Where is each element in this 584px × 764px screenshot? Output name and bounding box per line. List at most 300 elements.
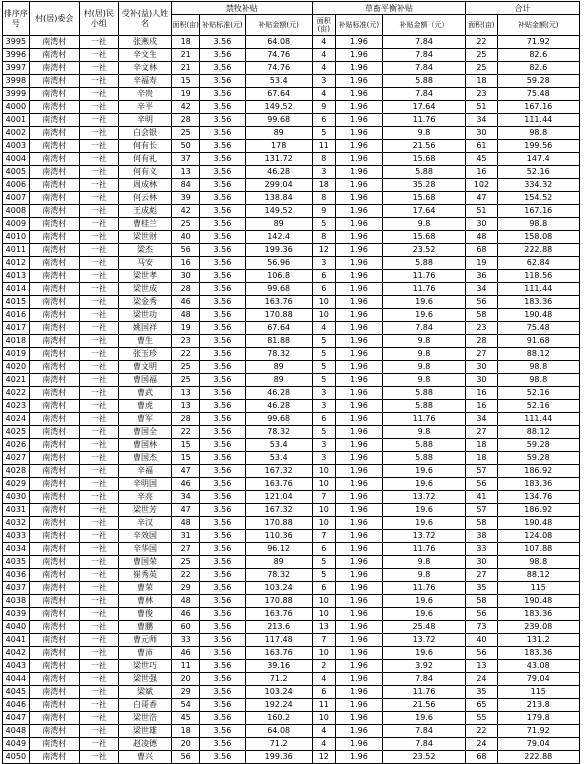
cell-balance-amount: 9.8: [382, 218, 466, 231]
cell-grazing-standard: 3.56: [200, 244, 246, 257]
cell-grazing-standard: 3.56: [200, 114, 246, 127]
cell-recipient: 曹林: [118, 595, 171, 608]
cell-seq: 4048: [3, 725, 30, 738]
cell-village: 南湾村: [29, 621, 79, 634]
cell-balance-amount: 17.64: [382, 205, 466, 218]
cell-recipient: 辛贵: [118, 88, 171, 101]
cell-village: 南湾村: [29, 738, 79, 751]
cell-grazing-standard: 3.56: [200, 738, 246, 751]
table-row: [3, 114, 580, 127]
header-recipient: 受补(益)人姓名: [118, 2, 171, 36]
table-row: [3, 725, 580, 738]
cell-balance-area: 8: [312, 231, 335, 244]
table-row: [3, 621, 580, 634]
table-row: [3, 530, 580, 543]
cell-village: 南湾村: [29, 88, 79, 101]
cell-recipient: 白会银: [118, 127, 171, 140]
cell-grazing-standard: 3.56: [200, 426, 246, 439]
cell-grazing-amount: 89: [245, 556, 312, 569]
cell-grazing-area: 20: [172, 738, 200, 751]
cell-total-area: 65: [466, 699, 497, 712]
table-row: [3, 88, 580, 101]
cell-village: 南湾村: [29, 36, 79, 49]
cell-group: 一社: [79, 465, 118, 478]
header-balance-amount: 补贴金额（元）: [382, 15, 466, 36]
cell-balance-area: 5: [312, 348, 335, 361]
cell-total-area: 22: [466, 36, 497, 49]
cell-recipient: 曹兴: [118, 751, 171, 764]
cell-recipient: 辛明国: [118, 478, 171, 491]
cell-recipient: 梁世功: [118, 309, 171, 322]
cell-balance-amount: 11.76: [382, 283, 466, 296]
cell-balance-standard: 1.96: [335, 660, 382, 673]
table-row: [3, 75, 580, 88]
cell-seq: 4050: [3, 751, 30, 764]
cell-total-amount: 88.12: [497, 426, 580, 439]
cell-balance-area: 4: [312, 49, 335, 62]
cell-group: 一社: [79, 309, 118, 322]
cell-grazing-standard: 3.56: [200, 140, 246, 153]
cell-total-amount: 111.44: [497, 413, 580, 426]
cell-village: 南湾村: [29, 218, 79, 231]
cell-grazing-standard: 3.56: [200, 660, 246, 673]
cell-grazing-amount: 89: [245, 361, 312, 374]
cell-grazing-area: 84: [172, 179, 200, 192]
cell-total-area: 56: [466, 608, 497, 621]
cell-balance-area: 10: [312, 712, 335, 725]
cell-seq: 4046: [3, 699, 30, 712]
cell-village: 南湾村: [29, 231, 79, 244]
cell-seq: 4028: [3, 465, 30, 478]
cell-grazing-area: 33: [172, 634, 200, 647]
cell-balance-amount: 15.68: [382, 231, 466, 244]
cell-grazing-area: 15: [172, 439, 200, 452]
cell-village: 南湾村: [29, 283, 79, 296]
cell-balance-amount: 5.88: [382, 400, 466, 413]
cell-balance-amount: 9.8: [382, 374, 466, 387]
cell-balance-standard: 1.96: [335, 530, 382, 543]
table-row: [3, 543, 580, 556]
cell-total-amount: 98.8: [497, 361, 580, 374]
cell-seq: 4024: [3, 413, 30, 426]
cell-balance-standard: 1.96: [335, 426, 382, 439]
cell-grazing-standard: 3.56: [200, 725, 246, 738]
table-row: [3, 335, 580, 348]
cell-grazing-standard: 3.56: [200, 699, 246, 712]
cell-grazing-area: 42: [172, 205, 200, 218]
table-row: [3, 426, 580, 439]
cell-seq: 4032: [3, 517, 30, 530]
cell-balance-area: 4: [312, 62, 335, 75]
cell-grazing-standard: 3.56: [200, 296, 246, 309]
cell-total-amount: 52.16: [497, 166, 580, 179]
cell-grazing-amount: 99.68: [245, 283, 312, 296]
table-row: [3, 218, 580, 231]
cell-balance-standard: 1.96: [335, 62, 382, 75]
cell-balance-standard: 1.96: [335, 283, 382, 296]
cell-seq: 3996: [3, 49, 30, 62]
cell-grazing-standard: 3.56: [200, 504, 246, 517]
cell-village: 南湾村: [29, 335, 79, 348]
cell-balance-area: 4: [312, 36, 335, 49]
cell-seq: 4015: [3, 296, 30, 309]
cell-group: 一社: [79, 140, 118, 153]
cell-balance-amount: 21.56: [382, 140, 466, 153]
cell-village: 南湾村: [29, 257, 79, 270]
cell-seq: 3997: [3, 62, 30, 75]
cell-grazing-amount: 81.88: [245, 335, 312, 348]
cell-balance-area: 4: [312, 725, 335, 738]
cell-balance-standard: 1.96: [335, 478, 382, 491]
cell-balance-standard: 1.96: [335, 140, 382, 153]
cell-grazing-standard: 3.56: [200, 686, 246, 699]
cell-recipient: 梁世孝: [118, 270, 171, 283]
cell-recipient: 梁世浩: [118, 712, 171, 725]
cell-balance-amount: 9.8: [382, 361, 466, 374]
table-row: [3, 582, 580, 595]
cell-grazing-area: 45: [172, 712, 200, 725]
cell-total-amount: 124.08: [497, 530, 580, 543]
cell-village: 南湾村: [29, 192, 79, 205]
cell-group: 一社: [79, 491, 118, 504]
cell-total-area: 48: [466, 231, 497, 244]
table-row: [3, 634, 580, 647]
cell-balance-area: 3: [312, 166, 335, 179]
cell-balance-standard: 1.96: [335, 712, 382, 725]
cell-balance-standard: 1.96: [335, 348, 382, 361]
cell-total-area: 33: [466, 543, 497, 556]
table-row: [3, 153, 580, 166]
cell-grazing-area: 25: [172, 361, 200, 374]
cell-recipient: 何有长: [118, 140, 171, 153]
cell-balance-area: 11: [312, 699, 335, 712]
cell-balance-area: 4: [312, 322, 335, 335]
cell-total-area: 23: [466, 322, 497, 335]
cell-village: 南湾村: [29, 361, 79, 374]
cell-village: 南湾村: [29, 452, 79, 465]
cell-grazing-amount: 170.88: [245, 309, 312, 322]
cell-total-amount: 131.2: [497, 634, 580, 647]
cell-village: 南湾村: [29, 517, 79, 530]
cell-recipient: 辛亮: [118, 491, 171, 504]
cell-balance-amount: 9.8: [382, 335, 466, 348]
cell-total-amount: 186.92: [497, 504, 580, 517]
cell-seq: 4035: [3, 556, 30, 569]
cell-grazing-area: 30: [172, 270, 200, 283]
cell-balance-amount: 5.88: [382, 257, 466, 270]
cell-recipient: 曹鹏: [118, 621, 171, 634]
cell-village: 南湾村: [29, 127, 79, 140]
cell-total-amount: 190.48: [497, 517, 580, 530]
cell-balance-standard: 1.96: [335, 153, 382, 166]
cell-total-area: 58: [466, 595, 497, 608]
header-total-area: 面积(亩): [466, 15, 497, 36]
cell-grazing-area: 47: [172, 465, 200, 478]
cell-total-area: 38: [466, 530, 497, 543]
cell-village: 南湾村: [29, 166, 79, 179]
cell-total-amount: 190.48: [497, 595, 580, 608]
cell-total-area: 68: [466, 751, 497, 764]
cell-group: 一社: [79, 751, 118, 764]
cell-grazing-amount: 78.32: [245, 569, 312, 582]
cell-grazing-amount: 39.16: [245, 660, 312, 673]
cell-grazing-amount: 46.28: [245, 400, 312, 413]
cell-balance-standard: 1.96: [335, 231, 382, 244]
cell-balance-amount: 13.72: [382, 491, 466, 504]
cell-village: 南湾村: [29, 725, 79, 738]
table-row: [3, 387, 580, 400]
cell-balance-area: 10: [312, 517, 335, 530]
cell-balance-standard: 1.96: [335, 504, 382, 517]
cell-balance-standard: 1.96: [335, 205, 382, 218]
cell-grazing-standard: 3.56: [200, 322, 246, 335]
cell-total-area: 58: [466, 309, 497, 322]
cell-seq: 4049: [3, 738, 30, 751]
cell-grazing-area: 48: [172, 309, 200, 322]
cell-group: 一社: [79, 335, 118, 348]
cell-total-amount: 52.16: [497, 387, 580, 400]
cell-total-amount: 222.88: [497, 751, 580, 764]
cell-balance-area: 6: [312, 543, 335, 556]
cell-group: 一社: [79, 270, 118, 283]
cell-group: 一社: [79, 166, 118, 179]
cell-balance-standard: 1.96: [335, 49, 382, 62]
cell-balance-area: 6: [312, 686, 335, 699]
cell-total-amount: 59.28: [497, 439, 580, 452]
cell-grazing-standard: 3.56: [200, 335, 246, 348]
cell-grazing-standard: 3.56: [200, 283, 246, 296]
cell-balance-area: 10: [312, 478, 335, 491]
table-row: [3, 179, 580, 192]
cell-grazing-standard: 3.56: [200, 751, 246, 764]
cell-total-area: 57: [466, 504, 497, 517]
table-row: [3, 439, 580, 452]
cell-grazing-area: 50: [172, 140, 200, 153]
cell-grazing-area: 13: [172, 166, 200, 179]
cell-recipient: 梁世芳: [118, 504, 171, 517]
cell-total-area: 18: [466, 439, 497, 452]
cell-grazing-area: 25: [172, 218, 200, 231]
cell-seq: 4002: [3, 127, 30, 140]
cell-group: 一社: [79, 608, 118, 621]
cell-total-amount: 158.08: [497, 231, 580, 244]
cell-recipient: 辛明: [118, 114, 171, 127]
cell-group: 一社: [79, 725, 118, 738]
cell-balance-standard: 1.96: [335, 556, 382, 569]
cell-seq: 4014: [3, 283, 30, 296]
cell-grazing-area: 19: [172, 88, 200, 101]
cell-balance-standard: 1.96: [335, 634, 382, 647]
cell-grazing-standard: 3.56: [200, 153, 246, 166]
cell-balance-standard: 1.96: [335, 179, 382, 192]
cell-grazing-area: 40: [172, 231, 200, 244]
cell-group: 一社: [79, 517, 118, 530]
cell-total-amount: 98.8: [497, 218, 580, 231]
cell-recipient: 曹荣: [118, 582, 171, 595]
cell-balance-area: 10: [312, 647, 335, 660]
cell-seq: 4021: [3, 374, 30, 387]
header-grazing-area: 面积(亩): [172, 15, 200, 36]
cell-grazing-standard: 3.56: [200, 127, 246, 140]
cell-grazing-standard: 3.56: [200, 478, 246, 491]
table-row: [3, 127, 580, 140]
cell-recipient: 曹国全: [118, 426, 171, 439]
cell-grazing-amount: 170.88: [245, 517, 312, 530]
cell-group: 一社: [79, 712, 118, 725]
cell-grazing-amount: 67.64: [245, 88, 312, 101]
cell-total-amount: 98.8: [497, 556, 580, 569]
cell-grazing-amount: 96.12: [245, 543, 312, 556]
cell-seq: 4025: [3, 426, 30, 439]
cell-total-area: 23: [466, 88, 497, 101]
cell-village: 南湾村: [29, 153, 79, 166]
cell-balance-amount: 19.6: [382, 647, 466, 660]
cell-group: 一社: [79, 400, 118, 413]
cell-total-area: 30: [466, 556, 497, 569]
table-row: [3, 751, 580, 764]
cell-group: 一社: [79, 413, 118, 426]
cell-grazing-area: 60: [172, 621, 200, 634]
cell-balance-area: 5: [312, 426, 335, 439]
cell-grazing-standard: 3.56: [200, 88, 246, 101]
cell-total-amount: 179.8: [497, 712, 580, 725]
table-header: [3, 2, 580, 36]
cell-grazing-standard: 3.56: [200, 374, 246, 387]
cell-total-amount: 62.84: [497, 257, 580, 270]
cell-total-area: 24: [466, 673, 497, 686]
cell-grazing-amount: 142.4: [245, 231, 312, 244]
cell-balance-amount: 7.84: [382, 673, 466, 686]
cell-recipient: 辛福: [118, 465, 171, 478]
cell-balance-area: 5: [312, 361, 335, 374]
cell-grazing-area: 48: [172, 517, 200, 530]
cell-total-area: 30: [466, 127, 497, 140]
cell-village: 南湾村: [29, 465, 79, 478]
cell-grazing-area: 42: [172, 101, 200, 114]
table-row: [3, 309, 580, 322]
cell-balance-amount: 19.6: [382, 517, 466, 530]
cell-balance-amount: 25.48: [382, 621, 466, 634]
table-row: [3, 348, 580, 361]
cell-total-area: 35: [466, 686, 497, 699]
cell-balance-standard: 1.96: [335, 296, 382, 309]
cell-grazing-area: 27: [172, 543, 200, 556]
cell-recipient: 曹文明: [118, 361, 171, 374]
cell-group: 一社: [79, 673, 118, 686]
cell-recipient: 张玉珍: [118, 348, 171, 361]
cell-total-amount: 118.56: [497, 270, 580, 283]
cell-grazing-standard: 3.56: [200, 166, 246, 179]
cell-grazing-area: 28: [172, 114, 200, 127]
cell-recipient: 曹国杰: [118, 452, 171, 465]
table-row: [3, 140, 580, 153]
cell-grazing-amount: 199.36: [245, 244, 312, 257]
cell-grazing-standard: 3.56: [200, 400, 246, 413]
cell-total-amount: 183.36: [497, 647, 580, 660]
cell-total-area: 56: [466, 478, 497, 491]
cell-total-area: 56: [466, 647, 497, 660]
cell-recipient: 周成林: [118, 179, 171, 192]
header-total-amount: 补贴金额(元): [497, 15, 580, 36]
cell-village: 南湾村: [29, 673, 79, 686]
table-row: [3, 504, 580, 517]
cell-grazing-area: 29: [172, 686, 200, 699]
cell-village: 南湾村: [29, 75, 79, 88]
cell-balance-standard: 1.96: [335, 75, 382, 88]
cell-total-area: 18: [466, 452, 497, 465]
cell-recipient: 辛文林: [118, 62, 171, 75]
cell-total-area: 18: [466, 75, 497, 88]
cell-recipient: 曹沛: [118, 647, 171, 660]
cell-grazing-standard: 3.56: [200, 569, 246, 582]
cell-group: 一社: [79, 114, 118, 127]
cell-group: 一社: [79, 101, 118, 114]
cell-total-amount: 134.76: [497, 491, 580, 504]
cell-seq: 3998: [3, 75, 30, 88]
cell-recipient: 梁世雄: [118, 725, 171, 738]
cell-village: 南湾村: [29, 439, 79, 452]
cell-total-area: 34: [466, 413, 497, 426]
cell-total-amount: 88.12: [497, 569, 580, 582]
cell-balance-area: 3: [312, 387, 335, 400]
cell-total-area: 16: [466, 166, 497, 179]
cell-total-amount: 79.04: [497, 673, 580, 686]
header-seq: 排序序号: [3, 2, 30, 36]
cell-grazing-amount: 138.84: [245, 192, 312, 205]
cell-group: 一社: [79, 244, 118, 257]
cell-seq: 4033: [3, 530, 30, 543]
table-row: [3, 296, 580, 309]
cell-balance-area: 10: [312, 504, 335, 517]
cell-village: 南湾村: [29, 140, 79, 153]
cell-grazing-area: 23: [172, 335, 200, 348]
cell-village: 南湾村: [29, 179, 79, 192]
cell-grazing-amount: 163.76: [245, 478, 312, 491]
cell-grazing-standard: 3.56: [200, 179, 246, 192]
cell-group: 一社: [79, 127, 118, 140]
cell-total-amount: 334.32: [497, 179, 580, 192]
table-row: [3, 686, 580, 699]
cell-village: 南湾村: [29, 49, 79, 62]
cell-balance-standard: 1.96: [335, 413, 382, 426]
cell-group: 一社: [79, 387, 118, 400]
cell-total-area: 41: [466, 491, 497, 504]
cell-grazing-amount: 110.36: [245, 530, 312, 543]
cell-balance-standard: 1.96: [335, 608, 382, 621]
cell-balance-amount: 5.88: [382, 452, 466, 465]
cell-group: 一社: [79, 686, 118, 699]
cell-total-amount: 71.92: [497, 36, 580, 49]
cell-balance-standard: 1.96: [335, 439, 382, 452]
cell-balance-amount: 15.68: [382, 153, 466, 166]
table-row: [3, 556, 580, 569]
cell-grazing-standard: 3.56: [200, 608, 246, 621]
cell-grazing-amount: 53.4: [245, 75, 312, 88]
cell-recipient: 梁世财: [118, 231, 171, 244]
cell-recipient: 赵凌德: [118, 738, 171, 751]
cell-total-amount: 43.08: [497, 660, 580, 673]
cell-total-area: 40: [466, 634, 497, 647]
cell-village: 南湾村: [29, 595, 79, 608]
cell-balance-standard: 1.96: [335, 465, 382, 478]
cell-group: 一社: [79, 556, 118, 569]
cell-grazing-standard: 3.56: [200, 491, 246, 504]
cell-grazing-standard: 3.56: [200, 257, 246, 270]
cell-total-area: 28: [466, 335, 497, 348]
cell-seq: 3995: [3, 36, 30, 49]
cell-balance-standard: 1.96: [335, 374, 382, 387]
header-balance-standard: 补贴标准(元): [335, 15, 382, 36]
